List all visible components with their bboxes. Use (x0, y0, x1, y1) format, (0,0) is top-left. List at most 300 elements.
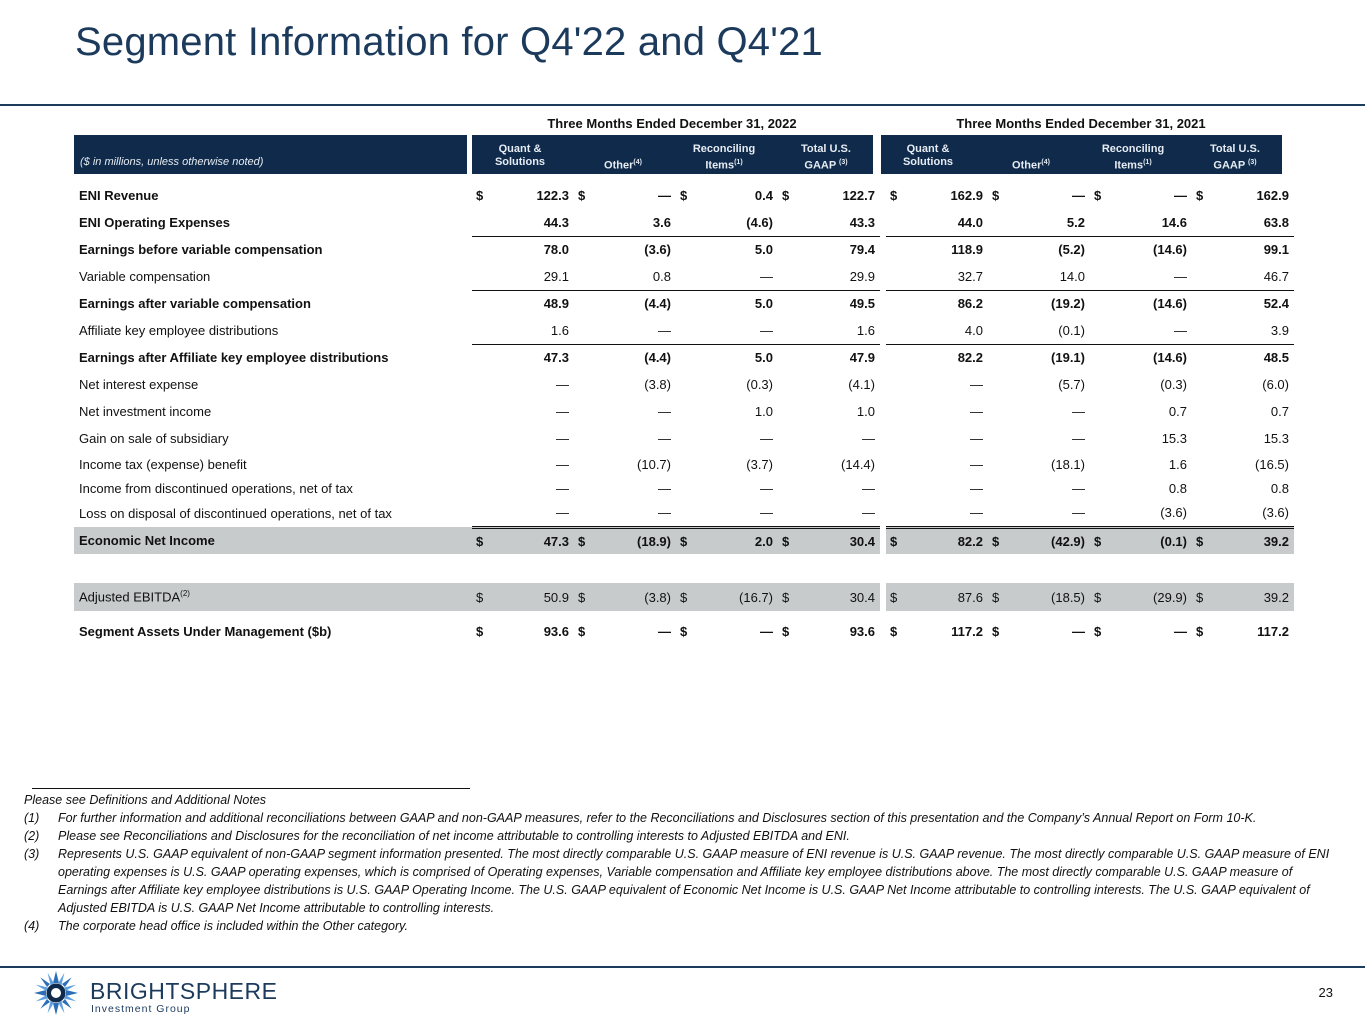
dollar-sign: $ (476, 188, 484, 203)
dollar-sign: $ (472, 583, 497, 611)
dollar-sign (574, 452, 599, 476)
table-row-eavc (74, 290, 1294, 317)
table-row-aked (74, 317, 1294, 344)
colhead-gaap-2022: Total U.S. GAAP $^{(3)}$ (801, 143, 851, 172)
dollar-sign (886, 500, 911, 527)
dollar-sign (1192, 371, 1217, 398)
dollar-sign (778, 476, 803, 500)
value-cell: — (1115, 263, 1192, 290)
value-cell: 82.2 (957, 350, 983, 366)
value-cell: — (556, 404, 569, 419)
value-cell: 32.7 (911, 263, 988, 290)
value-cell: 0.8 (599, 263, 676, 290)
row-label: Net interest expense (79, 377, 199, 392)
value-cell: 50.9 (497, 583, 574, 611)
dollar-sign (988, 290, 1013, 317)
value-cell: 39.2 (1217, 527, 1294, 554)
dollar-sign (574, 476, 599, 500)
dollar-sign (988, 371, 1013, 398)
value-cell: 47.9 (849, 350, 875, 366)
table-row-ebvc (74, 236, 1294, 263)
dollar-sign (472, 317, 497, 344)
row-label: Earnings before variable compensation (79, 242, 323, 257)
value-cell: 118.9 (951, 242, 983, 258)
dollar-sign (574, 317, 599, 344)
value-cell: (4.4) (644, 350, 671, 366)
dollar-sign (472, 263, 497, 290)
dollar-sign (1192, 263, 1217, 290)
table-row-loss (74, 500, 1294, 527)
value-cell: 0.4 (754, 188, 773, 203)
value-cell: (18.1) (1051, 456, 1085, 472)
dollar-sign: $ (988, 527, 1013, 554)
footer-divider (0, 966, 1365, 968)
value-cell: — (1072, 623, 1085, 639)
dollar-sign (1090, 476, 1115, 500)
dollar-sign: $ (476, 623, 484, 639)
dollar-sign (988, 344, 1013, 371)
value-cell: — (599, 500, 676, 527)
value-cell: 29.1 (497, 263, 574, 290)
dollar-sign (1192, 500, 1217, 527)
value-cell: — (497, 500, 574, 527)
dollar-sign (886, 452, 911, 476)
dollar-sign (988, 236, 1013, 263)
dollar-sign (574, 398, 599, 425)
row-label: Net investment income (79, 404, 212, 419)
value-cell: — (658, 431, 671, 446)
value-cell: 1.0 (754, 404, 773, 419)
footnote-1: (1) For further information and additional reconciliations between GAAP and non-GAAP measures, refer to the Reconciliations and Disclosures section of this presentation and the Company’s Annual Report on Form 10-K. (24, 811, 1257, 825)
table-row-nie (74, 371, 1294, 398)
dollar-sign (574, 371, 599, 398)
value-cell: (18.5) (1013, 583, 1090, 611)
value-cell: — (658, 188, 671, 203)
value-cell: — (970, 377, 983, 392)
dollar-sign (886, 371, 911, 398)
value-cell: 122.7 (842, 188, 875, 203)
value-cell: (0.1) (1013, 317, 1090, 344)
value-cell: (42.9) (1013, 527, 1090, 554)
dollar-sign: $ (992, 188, 1000, 203)
value-cell: (19.1) (1051, 350, 1085, 366)
table-row-gain (74, 425, 1294, 452)
dollar-sign: $ (574, 583, 599, 611)
dollar-sign (1192, 290, 1217, 317)
dollar-sign: $ (988, 583, 1013, 611)
dollar-sign (778, 317, 803, 344)
footnote-3: (3) Represents U.S. GAAP equivalent of non-GAAP segment information presented. The most directly comparable U.S. GAAP measure of ENI revenue is U.S. GAAP revenue. The most directly comparable U.S. GAAP measure of ENI operating expenses is U.S. GAAP operating expenses, which is comprised of Operating expenses, Variable compensation and Affiliate key employee distributions above. The most directly comparable U.S. GAAP measure of Earnings after Affiliate key employee distributions is U.S. GAAP Operating Income. The U.S. GAAP equivalent of Economic Net Income is U.S. GAAP Net Income attributable to controlling interests. The U.S. GAAP equivalent of Adjusted EBITDA is U.S. GAAP Net Income attributable to controlling interests. (24, 847, 1330, 915)
value-cell: — (1013, 500, 1090, 527)
dollar-sign: $ (1196, 623, 1204, 639)
value-cell: — (970, 456, 983, 472)
value-cell: 15.3 (1263, 431, 1289, 446)
dollar-sign (778, 452, 803, 476)
value-cell: — (1072, 188, 1085, 203)
dollar-sign (1192, 236, 1217, 263)
value-cell: 47.3 (543, 350, 569, 366)
colhead-other-2021: Other$^{(4)}$ (1012, 159, 1050, 172)
dollar-sign (574, 290, 599, 317)
value-cell: 5.0 (754, 350, 773, 366)
value-cell: 117.2 (1257, 623, 1289, 639)
dollar-sign (886, 344, 911, 371)
table-row-nii (74, 398, 1294, 425)
dollar-sign (1090, 263, 1115, 290)
row-label: Adjusted EBITDA$^{(2)}$ (74, 583, 472, 611)
dollar-sign (778, 344, 803, 371)
value-cell: 3.6 (599, 209, 676, 236)
header-bar-labels (74, 135, 467, 174)
value-cell: 78.0 (543, 242, 569, 258)
value-cell: — (658, 623, 671, 639)
dollar-sign (472, 425, 497, 452)
dollar-sign (778, 398, 803, 425)
value-cell: 44.3 (497, 209, 574, 236)
value-cell: (4.6) (701, 209, 778, 236)
value-cell: 122.3 (536, 188, 569, 203)
dollar-sign (1090, 398, 1115, 425)
table-row-varcomp (74, 263, 1294, 290)
dollar-sign (676, 236, 701, 263)
value-cell: — (599, 317, 676, 344)
units-note: ($ in millions, unless otherwise noted) (80, 156, 264, 168)
row-label: Variable compensation (79, 269, 211, 284)
value-cell: 3.9 (1217, 317, 1294, 344)
dollar-sign (472, 476, 497, 500)
value-cell: — (970, 480, 983, 496)
dollar-sign (676, 425, 701, 452)
value-cell: (0.1) (1115, 527, 1192, 554)
value-cell: 0.8 (1270, 480, 1289, 496)
table-row-aum (74, 611, 1294, 651)
dollar-sign (778, 263, 803, 290)
value-cell: 99.1 (1263, 242, 1289, 258)
value-cell: 5.0 (754, 296, 773, 312)
value-cell: 30.4 (803, 583, 880, 611)
dollar-sign (778, 209, 803, 236)
value-cell: (3.8) (644, 377, 671, 392)
value-cell: (3.7) (746, 456, 773, 472)
dollar-sign: $ (680, 188, 688, 203)
dollar-sign: $ (782, 188, 790, 203)
value-cell: 47.3 (497, 527, 574, 554)
dollar-sign (988, 425, 1013, 452)
dollar-sign (1090, 209, 1115, 236)
value-cell: (16.5) (1255, 456, 1289, 472)
row-label: Income tax (expense) benefit (79, 456, 247, 472)
value-cell: (5.7) (1058, 377, 1085, 392)
value-cell: — (556, 377, 569, 392)
value-cell: — (760, 480, 773, 496)
value-cell: 48.9 (543, 296, 569, 312)
segment-table (74, 182, 1294, 651)
colhead-reconciling-2022: Reconciling Items$^{(1)}$ (692, 143, 756, 172)
dollar-sign: $ (1192, 583, 1217, 611)
value-cell: 2.0 (701, 527, 778, 554)
dollar-sign (472, 398, 497, 425)
dollar-sign: $ (578, 623, 586, 639)
value-cell: 30.4 (803, 527, 880, 554)
value-cell: (10.7) (637, 456, 671, 472)
value-cell: (3.6) (644, 242, 671, 258)
dollar-sign (1090, 317, 1115, 344)
value-cell: (16.7) (701, 583, 778, 611)
dollar-sign (1090, 371, 1115, 398)
dollar-sign (574, 236, 599, 263)
dollar-sign (1090, 290, 1115, 317)
dollar-sign: $ (1090, 583, 1115, 611)
row-label: Earnings after variable compensation (79, 296, 311, 311)
value-cell: 0.7 (1168, 404, 1187, 419)
value-cell: (4.4) (644, 296, 671, 312)
dollar-sign: $ (472, 527, 497, 554)
dollar-sign (472, 236, 497, 263)
dollar-sign (886, 236, 911, 263)
dollar-sign (988, 398, 1013, 425)
dollar-sign: $ (886, 583, 911, 611)
value-cell: — (1072, 431, 1085, 446)
value-cell: — (556, 456, 569, 472)
dollar-sign (676, 263, 701, 290)
dollar-sign (676, 500, 701, 527)
dollar-sign (1090, 236, 1115, 263)
colhead-quant-2022: Quant & Solutions (494, 143, 546, 168)
dollar-sign: $ (778, 527, 803, 554)
colhead-quant-2021: Quant & Solutions (902, 143, 954, 168)
dollar-sign (886, 425, 911, 452)
value-cell: 49.5 (849, 296, 875, 312)
dollar-sign (676, 209, 701, 236)
value-cell: (3.6) (1115, 500, 1192, 527)
dollar-sign: $ (676, 527, 701, 554)
dollar-sign (886, 398, 911, 425)
dollar-sign: $ (1192, 527, 1217, 554)
value-cell: — (658, 480, 671, 496)
dollar-sign: $ (782, 623, 790, 639)
value-cell: 93.6 (849, 623, 875, 639)
dollar-sign (676, 290, 701, 317)
dollar-sign (778, 290, 803, 317)
value-cell: 1.6 (803, 317, 880, 344)
dollar-sign (778, 425, 803, 452)
title-divider (0, 104, 1365, 106)
footnote-4: (4) The corporate head office is included within the Other category. (24, 919, 408, 933)
value-cell: — (760, 623, 773, 639)
dollar-sign (676, 452, 701, 476)
footnote-2: (2) Please see Reconciliations and Disclosures for the reconciliation of net income attributable to controlling interests to Adjusted EBITDA and ENI. (24, 829, 850, 843)
value-cell: 14.0 (1013, 263, 1090, 290)
dollar-sign (778, 500, 803, 527)
value-cell: (5.2) (1058, 242, 1085, 258)
period-header-2022: Three Months Ended December 31, 2022 (547, 116, 797, 131)
value-cell: (0.3) (1160, 377, 1187, 392)
dollar-sign (676, 398, 701, 425)
value-cell: — (701, 500, 778, 527)
dollar-sign: $ (992, 623, 1000, 639)
value-cell: 29.9 (803, 263, 880, 290)
dollar-sign (778, 236, 803, 263)
dollar-sign (988, 500, 1013, 527)
table-row-disc (74, 476, 1294, 500)
dollar-sign (1192, 398, 1217, 425)
value-cell: (29.9) (1115, 583, 1192, 611)
value-cell: 44.0 (911, 209, 988, 236)
value-cell: — (760, 431, 773, 446)
dollar-sign (988, 209, 1013, 236)
value-cell: 1.0 (856, 404, 875, 419)
value-cell: (14.6) (1153, 242, 1187, 258)
dollar-sign (472, 371, 497, 398)
value-cell: 48.5 (1263, 350, 1289, 366)
value-cell: 93.6 (543, 623, 569, 639)
value-cell: 1.6 (1168, 456, 1187, 472)
dollar-sign (472, 452, 497, 476)
value-cell: (14.6) (1153, 350, 1187, 366)
dollar-sign (988, 452, 1013, 476)
row-label: Loss on disposal of discontinued operations, net of tax (79, 506, 392, 521)
value-cell: 4.0 (911, 317, 988, 344)
value-cell: 5.2 (1013, 209, 1090, 236)
row-label: Economic Net Income (74, 527, 472, 554)
value-cell: — (862, 431, 875, 446)
dollar-sign: $ (778, 583, 803, 611)
brand-name: BRIGHTSPHERE (90, 978, 278, 1004)
dollar-sign (1192, 452, 1217, 476)
spacer-row (74, 554, 1294, 583)
value-cell: 162.9 (950, 188, 983, 203)
dollar-sign (574, 263, 599, 290)
value-cell: 1.6 (497, 317, 574, 344)
dollar-sign (1192, 425, 1217, 452)
value-cell: — (862, 480, 875, 496)
value-cell: 14.6 (1115, 209, 1192, 236)
dollar-sign (472, 344, 497, 371)
dollar-sign (886, 263, 911, 290)
brightsphere-logo-icon (34, 971, 78, 1015)
table-row-ebitda (74, 583, 1294, 611)
value-cell: — (970, 404, 983, 419)
footnotes (24, 791, 1344, 935)
value-cell: — (556, 480, 569, 496)
dollar-sign (1192, 476, 1217, 500)
value-cell: 0.7 (1270, 404, 1289, 419)
dollar-sign: $ (680, 623, 688, 639)
value-cell: — (803, 500, 880, 527)
dollar-sign: $ (890, 188, 898, 203)
value-cell: 5.0 (754, 242, 773, 258)
value-cell: — (1072, 404, 1085, 419)
dollar-sign (778, 371, 803, 398)
dollar-sign (1192, 317, 1217, 344)
dollar-sign: $ (1090, 527, 1115, 554)
dollar-sign: $ (890, 623, 898, 639)
footnote-intro: Please see Definitions and Additional Notes (24, 793, 267, 807)
value-cell: 162.9 (1256, 188, 1289, 203)
value-cell: 117.2 (951, 623, 983, 639)
dollar-sign: $ (574, 527, 599, 554)
dollar-sign (1090, 425, 1115, 452)
value-cell: — (701, 263, 778, 290)
dollar-sign (1090, 344, 1115, 371)
row-label: ENI Revenue (79, 188, 159, 203)
dollar-sign: $ (1196, 188, 1204, 203)
row-label: Segment Assets Under Management ($b) (79, 623, 332, 639)
table-row-eaaked (74, 344, 1294, 371)
colhead-gaap-2021: Total U.S. GAAP $^{(3)}$ (1210, 143, 1260, 172)
value-cell: (18.9) (599, 527, 676, 554)
dollar-sign (988, 263, 1013, 290)
row-label: ENI Operating Expenses (79, 215, 230, 230)
value-cell: 0.8 (1168, 480, 1187, 496)
brand-subtitle: Investment Group (91, 1003, 191, 1015)
table-row-eni_opex (74, 209, 1294, 236)
dollar-sign (574, 344, 599, 371)
table-row-eni (74, 527, 1294, 554)
page-number: 23 (1318, 985, 1333, 1000)
dollar-sign: $ (578, 188, 586, 203)
value-cell: 43.3 (803, 209, 880, 236)
dollar-sign (886, 209, 911, 236)
dollar-sign (988, 317, 1013, 344)
value-cell: (4.1) (848, 377, 875, 392)
dollar-sign (472, 290, 497, 317)
value-cell: — (1174, 623, 1187, 639)
row-label: Income from discontinued operations, net of tax (79, 480, 353, 496)
dollar-sign (472, 209, 497, 236)
value-cell: (14.6) (1153, 296, 1187, 312)
dollar-sign (1090, 500, 1115, 527)
value-cell: (3.6) (1217, 500, 1294, 527)
value-cell: 52.4 (1263, 296, 1289, 312)
table-row-tax (74, 452, 1294, 476)
period-header-2021: Three Months Ended December 31, 2021 (956, 116, 1206, 131)
value-cell: 87.6 (911, 583, 988, 611)
footnote-divider (32, 788, 470, 789)
colhead-other-2022: Other$^{(4)}$ (604, 159, 642, 172)
value-cell: 15.3 (1161, 431, 1187, 446)
value-cell: 86.2 (957, 296, 983, 312)
dollar-sign (676, 371, 701, 398)
dollar-sign (1192, 209, 1217, 236)
dollar-sign (574, 425, 599, 452)
table-row-eni_revenue (74, 182, 1294, 209)
value-cell: (6.0) (1262, 377, 1289, 392)
value-cell: (3.8) (599, 583, 676, 611)
row-label: Gain on sale of subsidiary (79, 431, 229, 446)
dollar-sign: $ (676, 583, 701, 611)
dollar-sign: $ (1094, 188, 1102, 203)
dollar-sign (886, 317, 911, 344)
value-cell: — (1072, 480, 1085, 496)
value-cell: — (1174, 188, 1187, 203)
dollar-sign (886, 476, 911, 500)
dollar-sign (886, 290, 911, 317)
dollar-sign (1192, 344, 1217, 371)
value-cell: (0.3) (746, 377, 773, 392)
value-cell: 82.2 (911, 527, 988, 554)
row-label: Earnings after Affiliate key employee distributions (79, 350, 389, 365)
value-cell: 63.8 (1217, 209, 1294, 236)
value-cell: — (1115, 317, 1192, 344)
value-cell: 79.4 (849, 242, 875, 258)
dollar-sign (472, 500, 497, 527)
page-title: Segment Information for Q4'22 and Q4'21 (75, 20, 823, 64)
value-cell: (14.4) (841, 456, 875, 472)
dollar-sign (676, 317, 701, 344)
dollar-sign (988, 476, 1013, 500)
value-cell: — (658, 404, 671, 419)
